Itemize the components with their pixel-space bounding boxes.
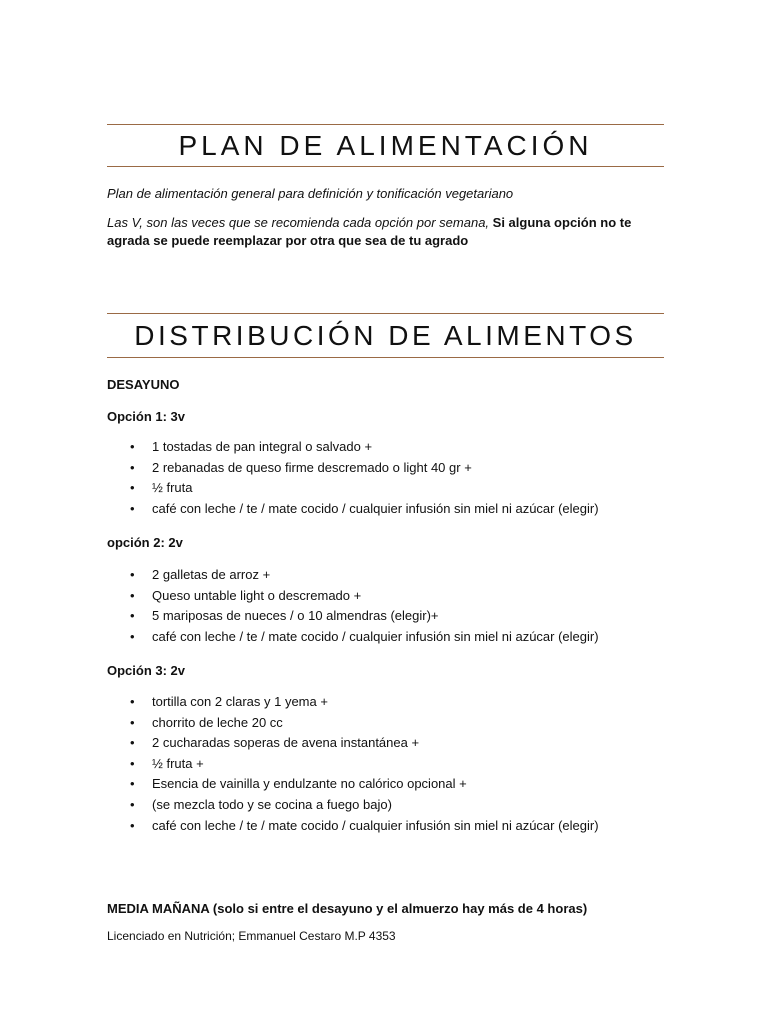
list-item-text: 1 tostadas de pan integral o salvado + [152,439,373,454]
list-item-text: Queso untable light o descremado + [152,587,362,603]
option2-heading: opción 2: 2v [107,535,183,550]
note-bold: Si alguna opción no te agrada se puede reemplazar por otra que sea de tu agrado [107,215,632,248]
list-item [107,478,599,499]
section-title: DISTRIBUCIÓN DE ALIMENTOS [107,313,664,358]
bullet-icon: • [130,628,135,644]
list-item [107,774,599,795]
bullet-icon: • [130,714,135,730]
bullet-icon: • [130,796,135,812]
bullet-icon: • [130,817,135,833]
list-item [107,713,599,734]
list-item [107,627,599,648]
list-item-text: 2 galletas de arroz + [152,567,271,582]
list-item-text: ½ fruta + [152,755,204,771]
list-item [107,437,599,458]
bullet-icon: • [130,567,135,582]
list-item-text: Esencia de vainilla y endulzante no calórico opcional + [152,776,467,792]
list-item [107,692,599,713]
list-item-text: tortilla con 2 claras y 1 yema + [152,694,328,709]
list-item-text: café con leche / te / mate cocido / cualquier infusión sin miel ni azúcar (elegir) [152,817,599,833]
list-item [107,458,599,479]
list-item [107,499,599,520]
note-italic: Las V, son las veces que se recomienda cada opción por semana, [107,215,490,230]
option1-heading: Opción 1: 3v [107,409,186,424]
list-item [107,606,599,627]
list-item [107,795,599,816]
list-item [107,733,599,754]
bullet-icon: • [130,608,135,624]
list-item-text: 2 rebanadas de queso firme descremado o light 40 gr + [152,459,472,475]
list-item [107,816,599,837]
bullet-icon: • [130,735,135,751]
list-item-text: café con leche / te / mate cocido / cualquier infusión sin miel ni azúcar (elegir) [152,500,599,516]
bullet-icon: • [130,587,135,603]
list-item [107,754,599,775]
option3-heading: Opción 3: 2v [107,663,186,678]
bullet-icon: • [130,500,135,516]
list-item-text: 5 mariposas de nueces / o 10 almendras (elegir)+ [152,608,439,624]
list-item-text: chorrito de leche 20 cc [152,714,283,730]
plan-note [107,214,667,250]
list-item [107,565,599,586]
page-title: PLAN DE ALIMENTACIÓN [107,124,664,167]
list-item [107,586,599,607]
list-item-text: café con leche / te / mate cocido / cualquier infusión sin miel ni azúcar (elegir) [152,628,599,644]
option1-list [107,437,599,519]
bullet-icon: • [130,755,135,771]
bullet-icon: • [130,439,135,454]
option2-list [107,565,599,647]
breakfast-heading: DESAYUNO [107,377,180,392]
bullet-icon: • [130,694,135,709]
plan-subtitle: Plan de alimentación general para definición y tonificación vegetariano [107,186,514,201]
list-item-text: (se mezcla todo y se cocina a fuego bajo) [152,796,392,812]
bullet-icon: • [130,459,135,475]
midmorning-heading: MEDIA MAÑANA (solo si entre el desayuno y el almuerzo hay más de 4 horas) [107,901,588,916]
page-footer: Licenciado en Nutrición; Emmanuel Cestaro M.P 4353 [107,929,396,943]
bullet-icon: • [130,480,135,496]
list-item-text: 2 cucharadas soperas de avena instantánea + [152,735,420,751]
list-item-text: ½ fruta [152,480,193,496]
option3-list [107,692,599,836]
bullet-icon: • [130,776,135,792]
